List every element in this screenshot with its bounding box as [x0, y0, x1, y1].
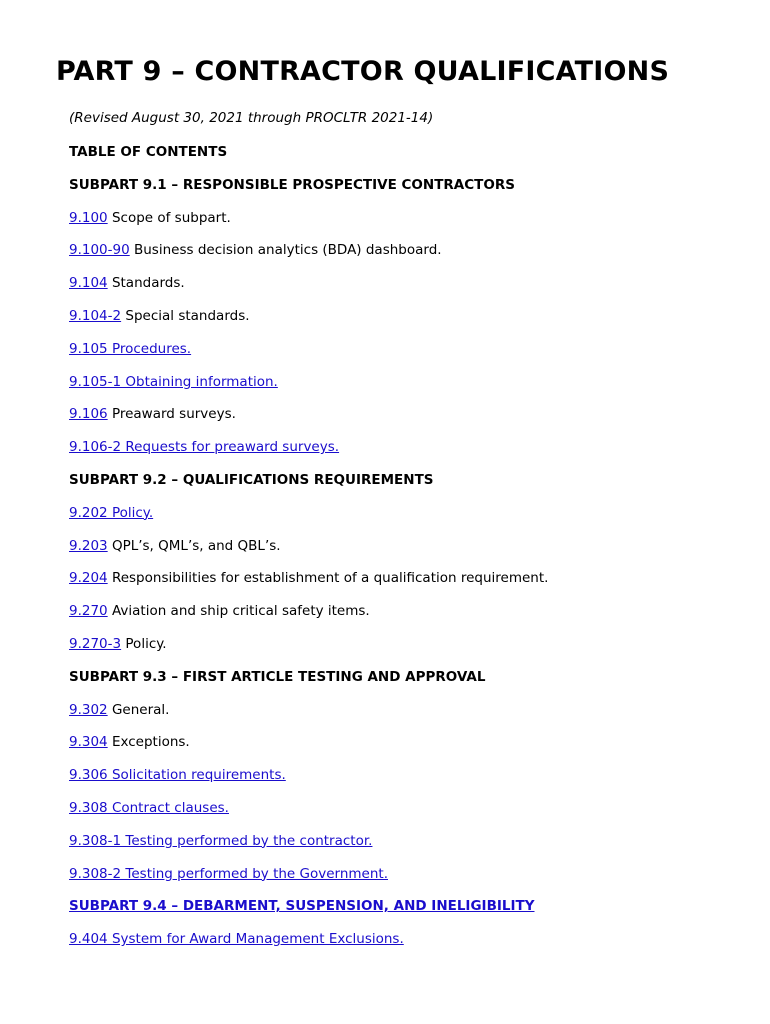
toc-item	[69, 340, 749, 373]
toc-item-text: General.	[107, 701, 170, 718]
toc-heading-text: TABLE OF CONTENTS	[69, 144, 228, 160]
toc-item-link[interactable]: 9.100	[69, 209, 108, 226]
toc-item	[69, 635, 749, 668]
toc-item	[69, 373, 749, 406]
toc-item-link[interactable]: 9.308 Contract clauses.	[69, 799, 229, 816]
toc-item-link[interactable]: 9.306 Solicitation requirements.	[69, 767, 286, 784]
toc-item-link[interactable]: 9.304	[69, 734, 108, 751]
toc-heading	[69, 143, 749, 176]
toc-item	[69, 930, 749, 963]
toc-item-link[interactable]: 9.104	[69, 275, 108, 292]
toc-heading	[69, 668, 749, 701]
toc-item-link[interactable]: 9.106-2 Requests for preaward surveys.	[69, 439, 340, 456]
toc-item-link[interactable]: 9.308-2 Testing performed by the Government.	[69, 865, 388, 882]
toc-item-text: Special standards.	[121, 307, 250, 324]
toc-item-link[interactable]: 9.202 Policy.	[69, 504, 154, 521]
toc-heading-text: SUBPART 9.2 – QUALIFICATIONS REQUIREMENTS	[69, 471, 434, 488]
toc-item-link[interactable]: 9.204	[69, 570, 108, 587]
toc-item-link[interactable]: 9.270	[69, 603, 108, 620]
toc-item	[69, 504, 749, 537]
toc-item-text: Preaward surveys.	[107, 406, 236, 423]
toc-item	[69, 832, 749, 865]
toc-heading-text: SUBPART 9.1 – RESPONSIBLE PROSPECTIVE CONTRACTORS	[69, 176, 515, 193]
toc-item-text: Exceptions.	[107, 734, 190, 751]
toc-item	[69, 274, 749, 307]
toc-item	[69, 438, 749, 471]
toc-item	[69, 701, 749, 734]
toc-item	[69, 405, 749, 438]
toc-item-text: Aviation and ship critical safety items.	[107, 603, 370, 620]
toc-item	[69, 537, 749, 570]
toc-item	[69, 241, 749, 274]
toc-item-link[interactable]: 9.203	[69, 537, 108, 554]
toc-item-link[interactable]: 9.100-90	[69, 242, 130, 259]
toc-heading-text: SUBPART 9.3 – FIRST ARTICLE TESTING AND APPROVAL	[69, 668, 486, 685]
toc-item-link[interactable]: 9.270-3	[69, 635, 122, 652]
toc-heading-link[interactable]: SUBPART 9.4 – DEBARMENT, SUSPENSION, AND INELIGIBILITY	[69, 898, 535, 915]
toc-item-link[interactable]: 9.105-1 Obtaining information.	[69, 373, 278, 390]
toc-item-link[interactable]: 9.106	[69, 406, 108, 423]
toc-item	[69, 733, 749, 766]
toc-item	[69, 307, 749, 340]
toc-item	[69, 766, 749, 799]
toc-item-link[interactable]: 9.104-2	[69, 307, 122, 324]
toc-item-text: Business decision analytics (BDA) dashboard.	[129, 242, 442, 259]
toc-item-text: Standards.	[107, 275, 185, 292]
revision-note: (Revised August 30, 2021 through PROCLTR 2021-14)	[69, 110, 434, 126]
toc-item-link[interactable]: 9.302	[69, 701, 108, 718]
table-of-contents	[69, 143, 749, 963]
toc-item	[69, 569, 749, 602]
toc-heading	[69, 176, 749, 209]
toc-item-link[interactable]: 9.404 System for Award Management Exclusions.	[69, 931, 404, 948]
toc-heading	[69, 897, 749, 930]
toc-item-link[interactable]: 9.105 Procedures.	[69, 340, 192, 357]
toc-item-text: Scope of subpart.	[107, 209, 231, 226]
page-title: PART 9 – CONTRACTOR QUALIFICATIONS	[56, 56, 670, 87]
toc-item	[69, 602, 749, 635]
toc-item-text: Responsibilities for establishment of a qualification requirement.	[107, 570, 549, 587]
toc-item-text: QPL’s, QML’s, and QBL’s.	[107, 537, 281, 554]
toc-item-text: Policy.	[121, 635, 167, 652]
toc-heading	[69, 471, 749, 504]
toc-item	[69, 865, 749, 898]
toc-item	[69, 799, 749, 832]
toc-item-link[interactable]: 9.308-1 Testing performed by the contractor.	[69, 832, 373, 849]
toc-item	[69, 209, 749, 242]
